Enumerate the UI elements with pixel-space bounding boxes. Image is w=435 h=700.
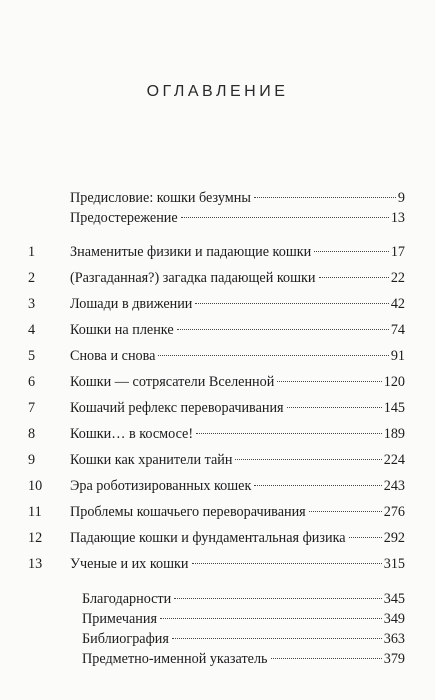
toc-entry-page: 224 <box>383 452 405 468</box>
toc-entry-chapter-6 <box>70 372 405 392</box>
toc-entry-page: 315 <box>383 556 405 572</box>
dot-leader <box>254 197 396 198</box>
toc-entry-page: 13 <box>390 210 405 226</box>
toc-entry-page: 243 <box>383 478 405 494</box>
dot-leader <box>309 511 382 512</box>
toc-entry-label: Ученые и их кошки <box>70 556 189 572</box>
chapter-number: 3 <box>28 296 36 312</box>
toc-entry-bibliography <box>82 629 405 649</box>
dot-leader <box>174 598 381 599</box>
toc-entry-page: 9 <box>397 190 405 206</box>
toc-entry-page: 189 <box>383 426 405 442</box>
toc-entry-label: (Разгаданная?) загадка падающей кошки <box>70 270 316 286</box>
dot-leader <box>181 217 389 218</box>
toc-entry-chapter-7 <box>70 398 405 418</box>
chapter-number: 1 <box>28 244 36 260</box>
toc-entry-label: Падающие кошки и фундаментальная физика <box>70 530 346 546</box>
toc-entry-page: 363 <box>383 631 405 647</box>
dot-leader <box>158 355 388 356</box>
toc-entry-preface <box>70 188 405 208</box>
dot-leader <box>287 407 382 408</box>
toc-entry-page: 42 <box>390 296 405 312</box>
dot-leader <box>160 618 382 619</box>
dot-leader <box>254 485 381 486</box>
toc-entry-index <box>82 649 405 669</box>
toc-entry-label: Предметно-именной указатель <box>82 651 268 667</box>
dot-leader <box>177 329 389 330</box>
chapter-number: 5 <box>28 348 36 364</box>
toc-entry-page: 74 <box>390 322 405 338</box>
dot-leader <box>314 251 389 252</box>
dot-leader <box>319 277 389 278</box>
toc-entry-label: Кошачий рефлекс переворачивания <box>70 400 284 416</box>
toc-entry-chapter-5 <box>70 346 405 366</box>
toc-entry-warning <box>70 208 405 228</box>
toc-entry-label: Кошки на пленке <box>70 322 174 338</box>
toc-entry-chapter-10 <box>70 476 405 496</box>
toc-entry-label: Примечания <box>82 611 157 627</box>
dot-leader <box>195 303 388 304</box>
toc-entry-page: 276 <box>383 504 405 520</box>
toc-entry-page: 292 <box>383 530 405 546</box>
toc-entry-chapter-11 <box>70 502 405 522</box>
chapter-number: 8 <box>28 426 36 442</box>
chapter-number: 11 <box>28 504 42 520</box>
toc-entry-chapter-3 <box>70 294 405 314</box>
toc-entry-label: Проблемы кошачьего переворачивания <box>70 504 306 520</box>
toc-entry-label: Эра роботизированных кошек <box>70 478 252 494</box>
dot-leader <box>349 537 382 538</box>
toc-entry-chapter-1 <box>70 242 405 262</box>
chapter-number: 7 <box>28 400 36 416</box>
toc-entry-chapter-9 <box>70 450 405 470</box>
toc-entry-page: 145 <box>383 400 405 416</box>
toc-entry-label: Снова и снова <box>70 348 156 364</box>
chapter-number: 12 <box>28 530 43 546</box>
toc-entry-chapter-8 <box>70 424 405 444</box>
toc-entry-label: Лошади в движении <box>70 296 193 312</box>
dot-leader <box>172 638 382 639</box>
chapter-number: 4 <box>28 322 36 338</box>
toc-entry-chapter-13 <box>70 554 405 574</box>
dot-leader <box>196 433 382 434</box>
toc-entry-label: Кошки как хранители тайн <box>70 452 233 468</box>
toc-entry-label: Кошки — сотрясатели Вселенной <box>70 374 275 390</box>
toc-entry-label: Знаменитые физики и падающие кошки <box>70 244 312 260</box>
toc-entry-page: 22 <box>390 270 405 286</box>
toc-entry-page: 379 <box>383 651 405 667</box>
toc-entry-page: 349 <box>383 611 405 627</box>
toc-entry-page: 91 <box>390 348 405 364</box>
toc-entry-chapter-4 <box>70 320 405 340</box>
chapter-number: 9 <box>28 452 36 468</box>
toc-entry-acknowledgments <box>82 589 405 609</box>
toc-entry-chapter-12 <box>70 528 405 548</box>
toc-entry-page: 345 <box>383 591 405 607</box>
toc-entry-label: Библиография <box>82 631 169 647</box>
dot-leader <box>192 563 382 564</box>
toc-entry-label: Кошки… в космосе! <box>70 426 194 442</box>
toc-entry-label: Предисловие: кошки безумны <box>70 190 251 206</box>
dot-leader <box>235 459 381 460</box>
toc-entry-page: 17 <box>390 244 405 260</box>
toc-entry-label: Благодарности <box>82 591 172 607</box>
page-title: ОГЛАВЛЕНИЕ <box>146 83 289 100</box>
chapter-number: 6 <box>28 374 36 390</box>
chapter-number: 13 <box>28 556 43 572</box>
toc-entry-label: Предостережение <box>70 210 178 226</box>
dot-leader <box>277 381 381 382</box>
chapter-number: 10 <box>28 478 43 494</box>
toc-entry-chapter-2 <box>70 268 405 288</box>
chapter-number: 2 <box>28 270 36 286</box>
dot-leader <box>271 658 382 659</box>
toc-entry-notes <box>82 609 405 629</box>
toc-entry-page: 120 <box>383 374 405 390</box>
